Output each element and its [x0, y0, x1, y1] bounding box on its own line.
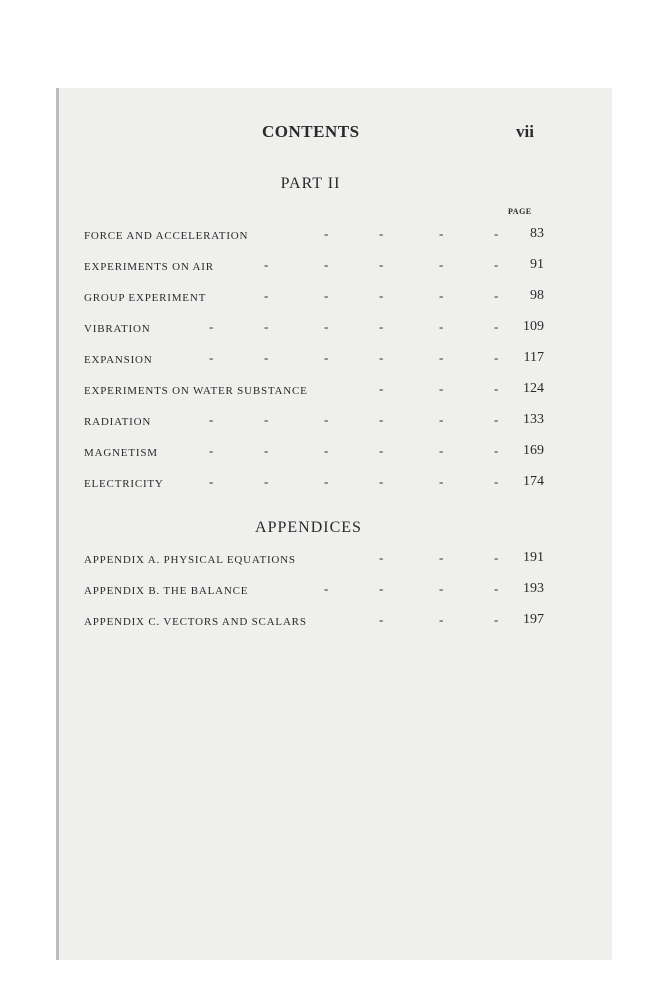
toc-entry — [84, 381, 544, 403]
leader-dash: - — [439, 257, 444, 272]
leader-dash: - — [324, 474, 329, 489]
leader-dash: - — [209, 474, 214, 489]
toc-entry-title: APPENDIX C. VECTORS AND SCALARS — [84, 616, 307, 628]
toc-entry-page: 124 — [523, 381, 544, 396]
toc-entry-title: GROUP EXPERIMENT — [84, 292, 207, 304]
leader-dash: - — [494, 257, 499, 272]
leader-dash: - — [494, 612, 499, 627]
leader-dash: - — [439, 319, 444, 334]
leader-dash: - — [379, 257, 384, 272]
leader-dash: - — [264, 443, 269, 458]
running-title: CONTENTS — [262, 122, 360, 141]
toc-entry — [84, 581, 544, 603]
leader-dash: - — [209, 350, 214, 365]
leader-dash: - — [324, 350, 329, 365]
toc-entry — [84, 550, 544, 572]
leader-dash: - — [209, 443, 214, 458]
leader-dash: - — [379, 288, 384, 303]
toc-entry-page: 197 — [523, 612, 544, 627]
leader-dash: - — [264, 474, 269, 489]
leader-dash: - — [439, 226, 444, 241]
leader-dash: - — [324, 257, 329, 272]
leader-dash: - — [324, 288, 329, 303]
toc-entry-title: EXPANSION — [84, 354, 153, 366]
leader-dash: - — [324, 412, 329, 427]
leader-dash: - — [379, 412, 384, 427]
leader-dash: - — [494, 226, 499, 241]
page-column-label: PAGE — [508, 207, 532, 216]
toc-entry — [84, 412, 544, 434]
toc-entry-page: 193 — [523, 581, 544, 596]
leader-dash: - — [379, 319, 384, 334]
leader-dash: - — [379, 381, 384, 396]
toc-entry-title: FORCE AND ACCELERATION — [84, 230, 249, 242]
toc-entry-page: 109 — [523, 319, 544, 334]
toc-entry-title: EXPERIMENTS ON AIR — [84, 261, 214, 273]
toc-entry-title: VIBRATION — [84, 323, 151, 335]
toc-entry — [84, 257, 544, 279]
leader-dash: - — [494, 581, 499, 596]
toc-entry-page: 169 — [523, 443, 544, 458]
leader-dash: - — [264, 350, 269, 365]
toc-entry-page: 83 — [530, 226, 544, 241]
leader-dash: - — [324, 226, 329, 241]
toc-entry — [84, 443, 544, 465]
leader-dash: - — [209, 319, 214, 334]
leader-dash: - — [439, 581, 444, 596]
toc-entry — [84, 288, 544, 310]
toc-entry-page: 91 — [530, 257, 544, 272]
toc-entry — [84, 319, 544, 341]
toc-entry — [84, 474, 544, 496]
leader-dash: - — [494, 443, 499, 458]
toc-entry — [84, 226, 544, 248]
leader-dash: - — [439, 412, 444, 427]
leader-dash: - — [494, 288, 499, 303]
leader-dash: - — [264, 288, 269, 303]
leader-dash: - — [379, 474, 384, 489]
toc-entry-title: ELECTRICITY — [84, 478, 164, 490]
leader-dash: - — [439, 612, 444, 627]
toc-entry-page: 174 — [523, 474, 544, 489]
leader-dash: - — [264, 319, 269, 334]
page-number: vii — [516, 122, 534, 141]
leader-dash: - — [439, 443, 444, 458]
toc-entry-title: APPENDIX B. THE BALANCE — [84, 585, 249, 597]
leader-dash: - — [379, 612, 384, 627]
leader-dash: - — [379, 350, 384, 365]
leader-dash: - — [494, 412, 499, 427]
toc-entry-page: 117 — [523, 350, 544, 365]
toc-entry-page: 191 — [523, 550, 544, 565]
toc-entry-page: 133 — [523, 412, 544, 427]
toc-entry-page: 98 — [530, 288, 544, 303]
leader-dash: - — [439, 381, 444, 396]
leader-dash: - — [379, 226, 384, 241]
leader-dash: - — [324, 581, 329, 596]
leader-dash: - — [494, 319, 499, 334]
appendices-heading: APPENDICES — [255, 519, 362, 536]
toc-entry — [84, 350, 544, 372]
toc-entry — [84, 612, 544, 634]
leader-dash: - — [439, 550, 444, 565]
leader-dash: - — [264, 412, 269, 427]
leader-dash: - — [324, 443, 329, 458]
leader-dash: - — [494, 550, 499, 565]
toc-entry-title: RADIATION — [84, 416, 152, 428]
leader-dash: - — [264, 257, 269, 272]
leader-dash: - — [494, 474, 499, 489]
leader-dash: - — [379, 581, 384, 596]
leader-dash: - — [379, 550, 384, 565]
leader-dash: - — [439, 474, 444, 489]
part-heading: PART II — [280, 175, 341, 192]
running-head — [0, 122, 667, 146]
leader-dash: - — [209, 412, 214, 427]
leader-dash: - — [494, 381, 499, 396]
leader-dash: - — [379, 443, 384, 458]
toc-entry-title: EXPERIMENTS ON WATER SUBSTANCE — [84, 385, 308, 397]
leader-dash: - — [494, 350, 499, 365]
leader-dash: - — [439, 350, 444, 365]
leader-dash: - — [439, 288, 444, 303]
leader-dash: - — [324, 319, 329, 334]
toc-entry-title: MAGNETISM — [84, 447, 158, 459]
toc-entry-title: APPENDIX A. PHYSICAL EQUATIONS — [84, 554, 296, 566]
